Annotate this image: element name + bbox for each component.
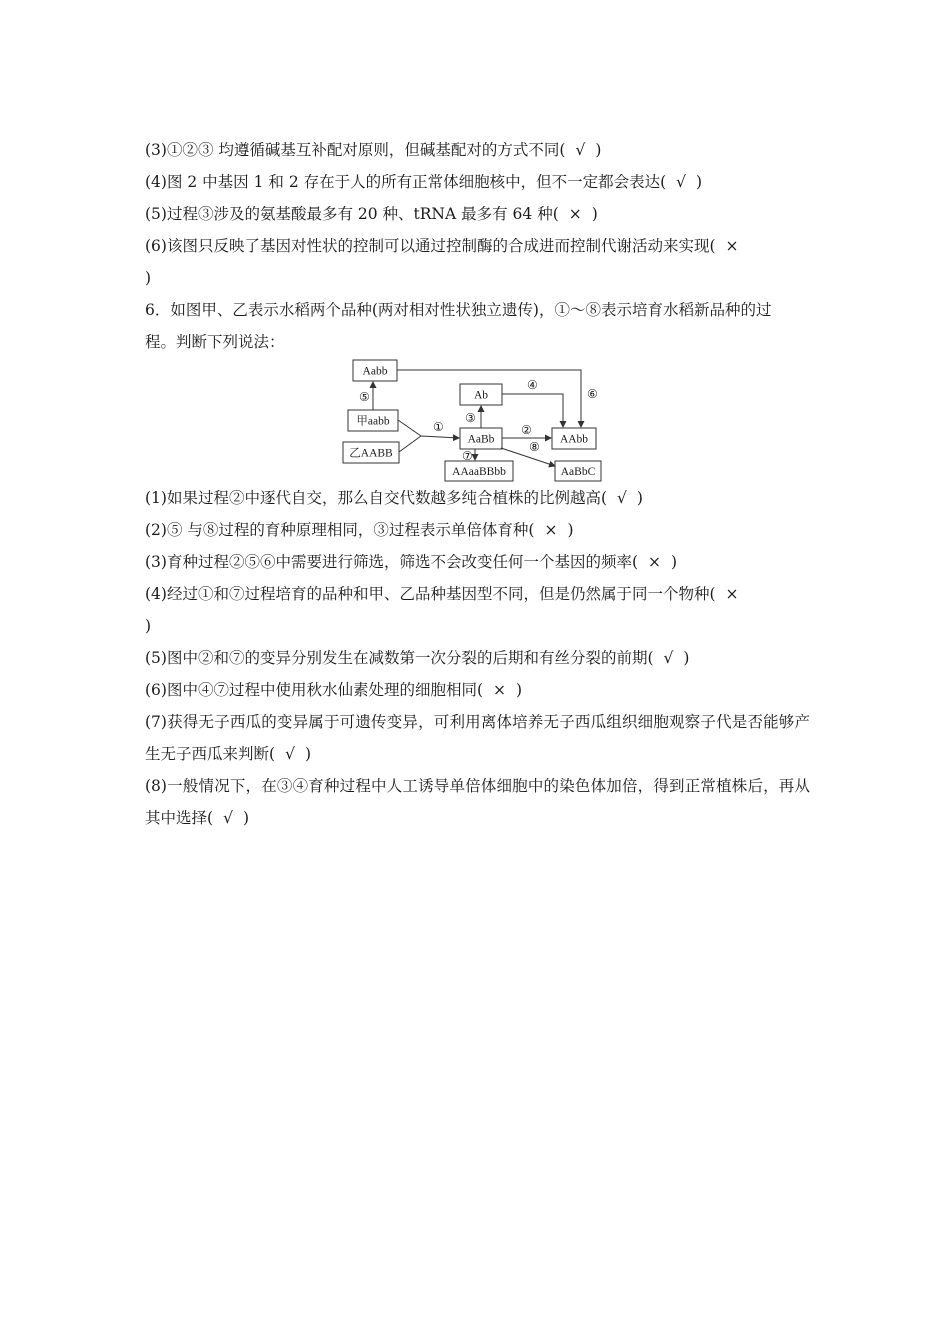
question-6-stem-line-2: 程。判断下列说法： — [145, 333, 285, 351]
judgement-mark: √ — [663, 649, 674, 667]
judgement-mark: √ — [617, 489, 627, 507]
label-5: ⑤ — [359, 390, 370, 404]
arrow-1 — [421, 436, 459, 438]
label-6: ⑥ — [587, 387, 598, 401]
judgement-mark: √ — [676, 173, 687, 191]
document-page — [145, 134, 810, 834]
judgement-mark: √ — [285, 745, 295, 763]
box-jia-text: 甲aabb — [356, 415, 390, 428]
arrow-4 — [502, 394, 563, 427]
label-8: ⑧ — [529, 440, 540, 454]
box-yi-text: 乙AABB — [349, 447, 393, 460]
box-aabbc-text: AaBbC — [560, 466, 596, 478]
judgement-mark: × — [725, 585, 739, 603]
statement-6-2: (2)⑤ 与⑧过程的育种原理相同，③过程表示单倍体育种( × ) — [145, 514, 810, 546]
merge-line-jia — [398, 420, 421, 436]
box-ab-text: Ab — [473, 389, 489, 402]
statement-6-8: (8)一般情况下，在③④育种过程中人工诱导单倍体细胞中的染色体加倍，得到正常植株后，再从其中选择( √ ) — [145, 770, 810, 834]
statement-6-1: (1)如果过程②中逐代自交，那么自交代数越多纯合植株的比例越高( √ ) — [145, 482, 810, 514]
statement-6-4: (4)经过①和⑦过程培育的品种和甲、乙品种基因型不同，但是仍然属于同一个物种( × ) — [145, 578, 810, 642]
judgement-mark: × — [493, 681, 507, 699]
judgement-mark: × — [568, 205, 582, 223]
breeding-diagram-svg — [341, 358, 611, 482]
question-6-stem-line-1: 6．如图甲、乙表示水稻两个品种(两对相对性状独立遗传)，①～⑧表示培育水稻新品种的过 — [145, 301, 772, 319]
judgement-mark: √ — [223, 809, 233, 827]
judgement-mark: √ — [575, 141, 586, 159]
statement-6-3: (3)育种过程②⑤⑥中需要进行筛选，筛选不会改变任何一个基因的频率( × ) — [145, 546, 810, 578]
label-3: ③ — [465, 411, 476, 425]
judgement-mark: × — [725, 237, 739, 255]
statement-top-3: (3)①②③ 均遵循碱基互补配对原则，但碱基配对的方式不同( √ ) — [145, 134, 810, 166]
statement-top-4: (4)图 2 中基因 1 和 2 存在于人的所有正常体细胞核中，但不一定都会表达( √ ) — [145, 166, 810, 198]
statement-top-5: (5)过程③涉及的氨基酸最多有 20 种、tRNA 最多有 64 种( × ) — [145, 198, 810, 230]
box-aabb-top-text: Aabb — [362, 365, 388, 378]
statement-6-6: (6)图中④⑦过程中使用秋水仙素处理的细胞相同( × ) — [145, 674, 810, 706]
label-4: ④ — [527, 378, 538, 392]
judgement-mark: × — [648, 553, 662, 571]
box-aabb-target-text: AAbb — [559, 433, 589, 446]
label-1: ① — [433, 420, 444, 434]
statement-6-7: (7)获得无子西瓜的变异属于可遗传变异，可利用离体培养无子西瓜组织细胞观察子代是否能够产生无子西瓜来判断( √ ) — [145, 706, 810, 770]
label-2: ② — [521, 423, 532, 437]
label-7: ⑦ — [462, 449, 473, 463]
statement-6-5: (5)图中②和⑦的变异分别发生在减数第一次分裂的后期和有丝分裂的前期( √ ) — [145, 642, 810, 674]
breeding-diagram — [145, 358, 810, 482]
box-aabb-mid-text: AaBb — [467, 433, 495, 446]
judgement-mark: × — [544, 521, 558, 539]
statement-top-6: (6)该图只反映了基因对性状的控制可以通过控制酶的合成进而控制代谢活动来实现( × ) — [145, 230, 810, 294]
merge-line-yi — [399, 436, 421, 452]
box-aaaabbbb-text: AAaaBBbb — [452, 466, 506, 478]
